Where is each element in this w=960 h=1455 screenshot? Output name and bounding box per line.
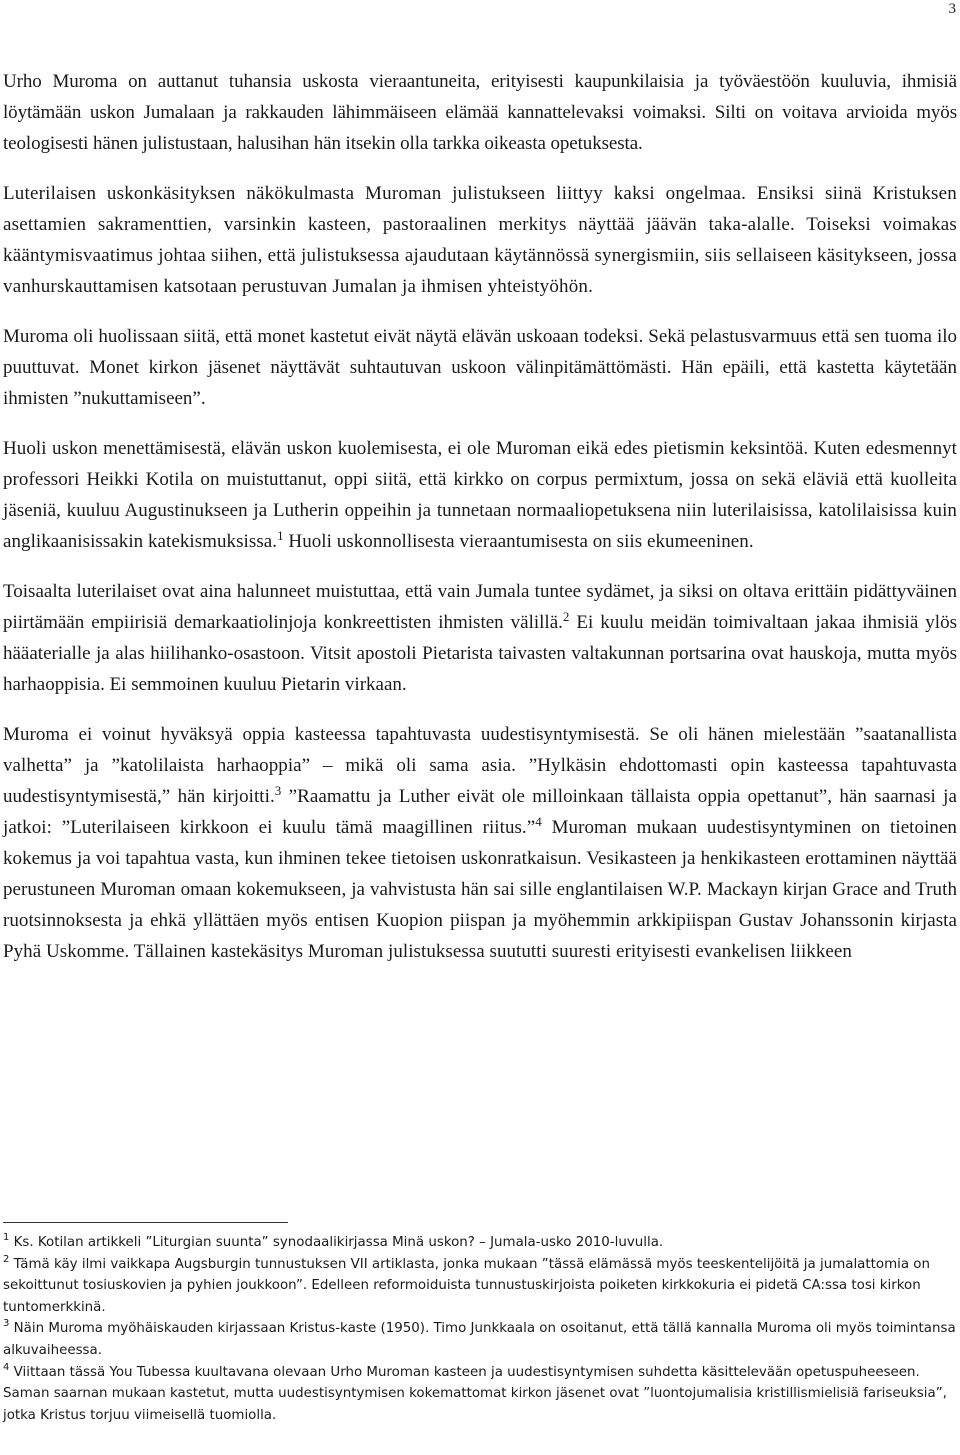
footnote-text: Tämä käy ilmi vaikkapa Augsburgin tunnustuksen VII artiklasta, jonka mukaan ”tässä elämässä myös teeskentelijöitä ja jumalattomia on sekoittunut tosiuskovien ja pyhien joukkoon”. Edelleen reformoiduista tunnustuskirjoista poiketen kirkkokuria ei pidetä CA:ssa tosi kirkon tuntomerkkinä. <box>3 1256 930 1315</box>
footnote-number: 1 <box>3 1232 10 1243</box>
body-text <box>3 66 957 986</box>
paragraph-4 <box>3 433 957 557</box>
footnote-1 <box>3 1232 957 1254</box>
page-number: 3 <box>948 1 956 17</box>
paragraph-5-text-b: Ei kuulu meidän toimivaltaan jakaa ihmisiä ylös hääaterialle ja alas hiilihanko-osastoon. Vitsit apostoli Pietarista taivasten valtakunnan portsarina ovat hauskoja, mutta myös harhaoppisia. Ei semmoinen kuuluu Pietarin virkaan. <box>3 612 957 695</box>
footnote-ref-3[interactable]: 3 <box>274 783 282 798</box>
footnotes <box>3 1232 957 1426</box>
footnote-ref-4[interactable]: 4 <box>535 814 542 829</box>
paragraph-4-text-b: Huoli uskonnollisesta vieraantumisesta on siis ekumeeninen. <box>283 531 754 552</box>
footnote-2 <box>3 1254 957 1319</box>
paragraph-2 <box>3 178 957 302</box>
paragraph-3-text: Muroma oli huolissaan siitä, että monet kastetut eivät näytä elävän uskoaan todeksi. Sekä pelastusvarmuus että sen tuoma ilo puuttuvat. Monet kirkon jäsenet näyttävät suhtautuvan uskoon välinpitämättömästi. Hän epäili, että kastetta käytetään ihmisten ”nukuttamiseen”. <box>3 326 957 409</box>
paragraph-3 <box>3 321 957 414</box>
paragraph-6 <box>3 719 957 967</box>
footnote-ref-2[interactable]: 2 <box>562 609 570 624</box>
paragraph-5-text-a: Toisaalta luterilaiset ovat aina halunneet muistuttaa, että vain Jumala tuntee sydämet, ja siksi on oltava erittäin pidättyväinen piirtämään empiirisiä demarkaatiolinjoja konkreettisten ihmisten välillä. <box>3 581 957 633</box>
paragraph-1 <box>3 66 957 159</box>
paragraph-2-text: Luterilaisen uskonkäsityksen näkökulmasta Muroman julistukseen liittyy kaksi ongelmaa. Ensiksi siinä Kristuksen asettamien sakramenttien, varsinkin kasteen, pastoraalinen merkitys näyttää jäävän taka-alalle. Toiseksi voimakas kääntymisvaatimus johtaa siihen, että julistuksessa ajaudutaan käytännössä synergismiin, siis sellaiseen käsitykseen, jossa vanhurskauttamisen katsotaan perustuvan Jumalan ja ihmisen yhteistyöhön. <box>3 183 957 297</box>
footnote-number: 3 <box>3 1318 10 1330</box>
paragraph-5 <box>3 576 957 700</box>
footnote-separator <box>3 1222 288 1223</box>
paragraph-6-text-c: Muroman mukaan uudestisyntyminen on tietoinen kokemus ja voi tapahtua vasta, kun ihminen tekee tietoisen uskonratkaisun. Vesikasteen ja henkikasteen erottaminen näyttää perustuneen Muroman omaan kokemukseen, ja vahvistusta hän sai sille englantilaisen W.P. Mackayn kirjan Grace and Truth ruotsinnoksesta ja ehkä yllättäen myös entisen Kuopion piispan ja myöhemmin arkkipiispan Gustav Johanssonin kirjasta Pyhä Uskomme. Tällainen kastekäsitys Muroman julistuksessa suututti suuresti erityisesti evankelisen liikkeen <box>3 817 957 962</box>
footnote-number: 4 <box>3 1361 10 1373</box>
footnote-ref-1[interactable]: 1 <box>277 528 284 543</box>
footnote-3 <box>3 1318 957 1361</box>
footnote-text: Ks. Kotilan artikkeli ”Liturgian suunta” synodaalikirjassa Minä uskon? – Jumala-usko 2010-luvulla. <box>9 1235 664 1250</box>
footnote-number: 2 <box>3 1253 10 1265</box>
footnote-4 <box>3 1362 957 1427</box>
footnote-text: Viittaan tässä You Tubessa kuultavana olevaan Urho Muroman kasteen ja uudestisyntymisen suhdetta käsittelevään opetuspuheeseen. Saman saarnan mukaan kastetut, mutta uudestisyntymisen kokemattomat kirkon jäsenet ovat ”luontojumalisia kristillismielisiä fariseuksia”, jotka Kristus torjuu viimeisellä tuomiolla. <box>3 1364 947 1423</box>
paragraph-6-text-a: Muroma ei voinut hyväksyä oppia kasteessa tapahtuvasta uudestisyntymisestä. Se oli hänen mielestään ”saatanallista valhetta” ja ”katolilaista harhaoppia” – mikä oli sama asia. ”Hylkäsin ehdottomasti opin kasteessa tapahtuvasta uudestisyntymisestä,” hän kirjoitti. <box>3 724 957 807</box>
paragraph-6-text-b: ”Raamattu ja Luther eivät ole milloinkaan tällaista oppia opettanut”, hän saarnasi ja jatkoi: ”Luterilaiseen kirkkoon ei kuulu tämä maagillinen riitus.” <box>3 786 957 838</box>
paragraph-1-text: Urho Muroma on auttanut tuhansia uskosta vieraantuneita, erityisesti kaupunkilaisia ja työväestöön kuuluvia, ihmisiä löytämään uskon Jumalaan ja rakkauden lähimmäiseen elämää kannattelevaksi voimaksi. Silti on voitava arvioida myös teologisesti hänen julistustaan, halusihan hän itsekin olla tarkka oikeasta opetuksesta. <box>3 71 957 154</box>
paragraph-4-text-a: Huoli uskon menettämisestä, elävän uskon kuolemisesta, ei ole Muroman eikä edes pietismin keksintöä. Kuten edesmennyt professori Heikki Kotila on muistuttanut, oppi siitä, että kirkko on corpus permixtum, jossa on sekä eläviä että kuolleita jäseniä, kuuluu Augustinukseen ja Lutherin oppeihin ja tunnetaan normaaliopetuksena niin luterilaisissa, katolilaisissa kuin anglikaanisissakin katekismuksissa. <box>3 438 957 552</box>
footnote-text: Näin Muroma myöhäiskauden kirjassaan Kristus-kaste (1950). Timo Junkkaala on osoitanut, että tällä kannalla Muroma oli myös toimintansa alkuvaiheessa. <box>3 1321 956 1358</box>
